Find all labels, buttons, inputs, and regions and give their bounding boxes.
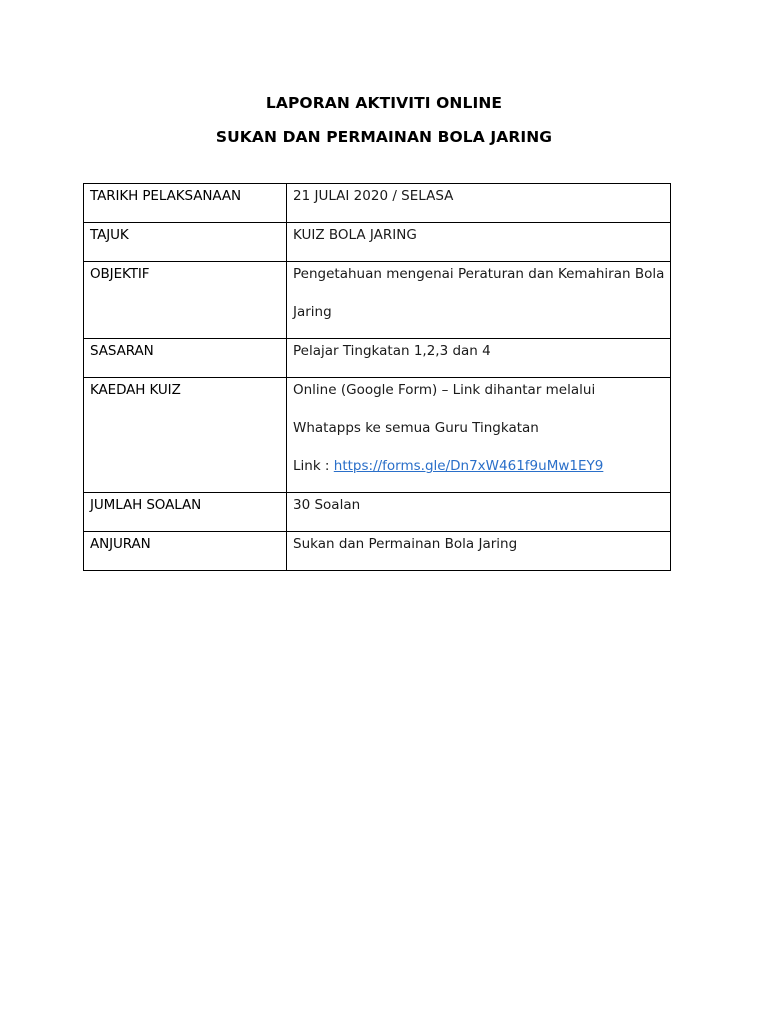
row-label-tajuk: TAJUK <box>84 223 287 262</box>
table-row <box>84 262 671 339</box>
row-label-sasaran: SASARAN <box>84 339 287 378</box>
row-value-kaedah-kuiz: Online (Google Form) – Link dihantar melalui Whatapps ke semua Guru Tingkatan Link : https://forms.gle/Dn7xW461f9uMw1EY9 <box>287 378 671 493</box>
row-label-tarikh: TARIKH PELAKSANAAN <box>84 184 287 223</box>
document-title: LAPORAN AKTIVITI ONLINE <box>265 94 503 112</box>
row-label-jumlah-soalan: JUMLAH SOALAN <box>84 493 287 532</box>
row-value-sasaran: Pelajar Tingkatan 1,2,3 dan 4 <box>287 339 671 378</box>
row-value-anjuran: Sukan dan Permainan Bola Jaring <box>287 532 671 571</box>
google-form-link[interactable]: https://forms.gle/Dn7xW461f9uMw1EY9 <box>333 458 604 474</box>
row-value-tarikh: 21 JULAI 2020 / SELASA <box>287 184 671 223</box>
table-row <box>84 532 671 571</box>
row-value-jumlah-soalan: 30 Soalan <box>287 493 671 532</box>
link-prefix: Link : <box>293 458 334 474</box>
report-table <box>83 183 671 571</box>
row-value-objektif: Pengetahuan mengenai Peraturan dan Kemahiran Bola Jaring <box>287 262 671 339</box>
row-value-tajuk: KUIZ BOLA JARING <box>287 223 671 262</box>
row-label-anjuran: ANJURAN <box>84 532 287 571</box>
row-label-objektif: OBJEKTIF <box>84 262 287 339</box>
document-subtitle: SUKAN DAN PERMAINAN BOLA JARING <box>215 128 553 146</box>
table-row <box>84 378 671 493</box>
row-label-kaedah-kuiz: KAEDAH KUIZ <box>84 378 287 493</box>
